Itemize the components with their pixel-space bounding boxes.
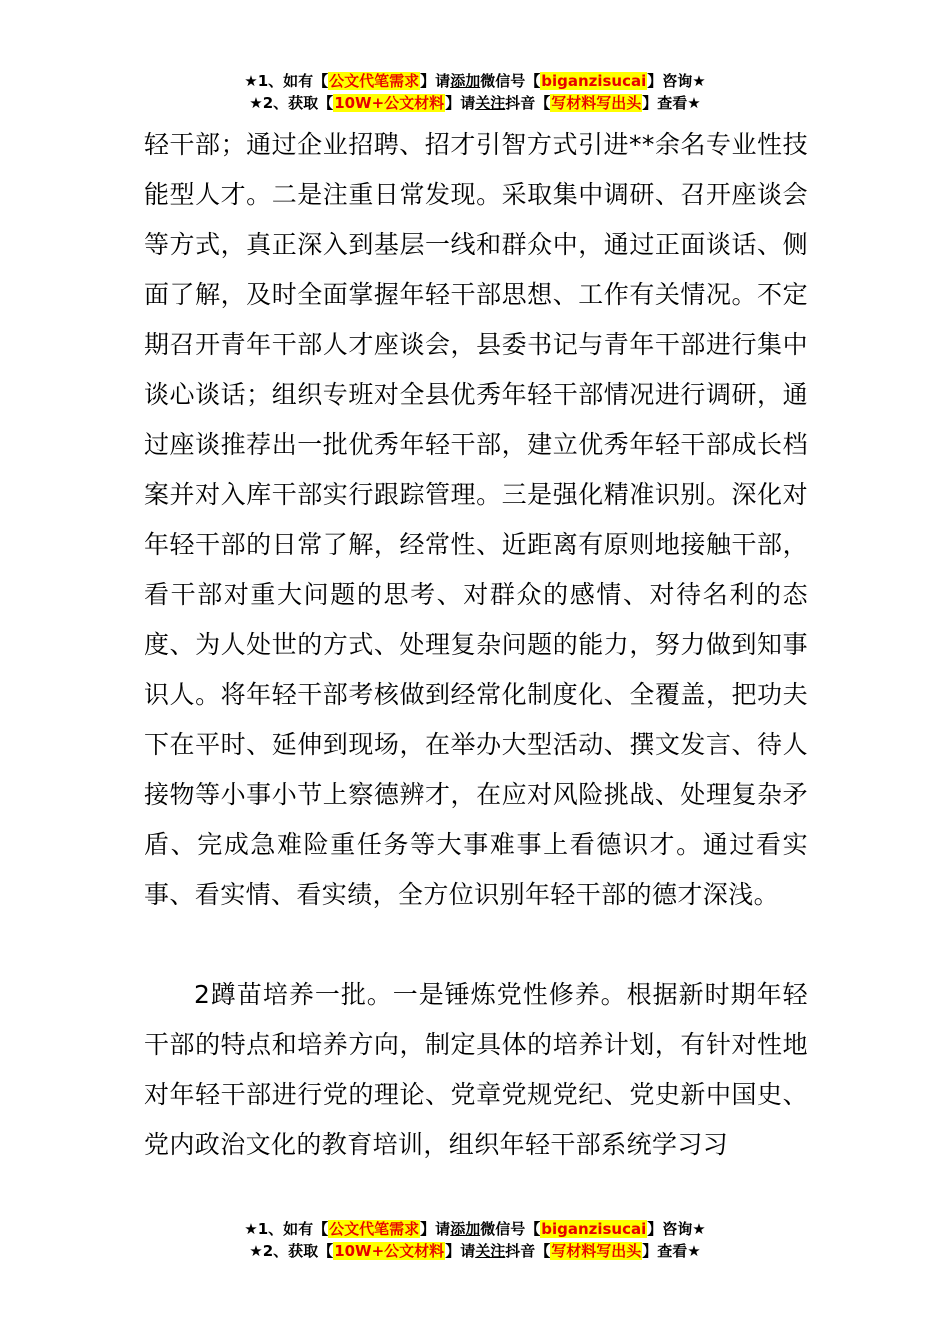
banner-highlight: 10W+公文材料 [334, 94, 445, 112]
footer-banner [0, 1218, 950, 1262]
banner-text: 】请 [445, 94, 476, 112]
banner-text: 抖音【 [505, 1242, 551, 1260]
banner-text: 】请 [445, 1242, 476, 1260]
banner-highlight: biganzisucai [541, 1220, 647, 1238]
header-banner [0, 70, 950, 114]
banner-text: 微信号【 [480, 1220, 541, 1238]
banner-line-1 [0, 70, 950, 92]
banner-text: 】查看★ [642, 94, 701, 112]
banner-line-2 [0, 1240, 950, 1262]
banner-line-2 [0, 92, 950, 114]
banner-highlight: 10W+公文材料 [334, 1242, 445, 1260]
banner-text: 】咨询★ [647, 72, 706, 90]
banner-underlined: 添加 [450, 72, 481, 90]
banner-underlined: 关注 [475, 1242, 506, 1260]
banner-underlined: 添加 [450, 1220, 481, 1238]
banner-text: 】咨询★ [647, 1220, 706, 1238]
banner-highlight: 公文代笔需求 [329, 1220, 420, 1238]
banner-text: ★2、获取【 [249, 94, 334, 112]
banner-text: 】请 [420, 72, 451, 90]
banner-highlight: 写材料写出头 [551, 1242, 642, 1260]
banner-underlined: 关注 [475, 94, 506, 112]
banner-text: 】请 [420, 1220, 451, 1238]
paragraph-spacer [144, 920, 808, 970]
banner-text: ★1、如有【 [244, 72, 329, 90]
banner-text: ★1、如有【 [244, 1220, 329, 1238]
banner-highlight: biganzisucai [541, 72, 647, 90]
banner-line-1 [0, 1218, 950, 1240]
banner-text: ★2、获取【 [249, 1242, 334, 1260]
banner-text: 抖音【 [505, 94, 551, 112]
body-paragraph-2: 2蹲苗培养一批。一是锤炼党性修养。根据新时期年轻干部的特点和培养方向，制定具体的培养计划，有针对性地对年轻干部进行党的理论、党章党规党纪、党史新中国史、党内政治文化的教育培训，组织年轻干部系统学习习 [144, 980, 808, 1159]
banner-text: 微信号【 [480, 72, 541, 90]
document-body [144, 120, 808, 1170]
banner-highlight: 公文代笔需求 [329, 72, 420, 90]
banner-highlight: 写材料写出头 [551, 94, 642, 112]
banner-text: 】查看★ [642, 1242, 701, 1260]
body-paragraph-1: 轻干部；通过企业招聘、招才引智方式引进**余名专业性技能型人才。二是注重日常发现。采取集中调研、召开座谈会等方式，真正深入到基层一线和群众中，通过正面谈话、侧面了解，及时全面掌握年轻干部思想、工作有关情况。不定期召开青年干部人才座谈会，县委书记与青年干部进行集中谈心谈话；组织专班对全县优秀年轻干部情况进行调研，通过座谈推荐出一批优秀年轻干部，建立优秀年轻干部成长档案并对入库干部实行跟踪管理。三是强化精准识别。深化对年轻干部的日常了解，经常性、近距离有原则地接触干部，看干部对重大问题的思考、对群众的感情、对待名利的态度、为人处世的方式、处理复杂问题的能力，努力做到知事识人。将年轻干部考核做到经常化制度化、全覆盖，把功夫下在平时、延伸到现场，在举办大型活动、撰文发言、待人接物等小事小节上察德辨才，在应对风险挑战、处理复杂矛盾、完成急难险重任务等大事难事上看德识才。通过看实事、看实情、看实绩，全方位识别年轻干部的德才深浅。 [144, 130, 808, 909]
